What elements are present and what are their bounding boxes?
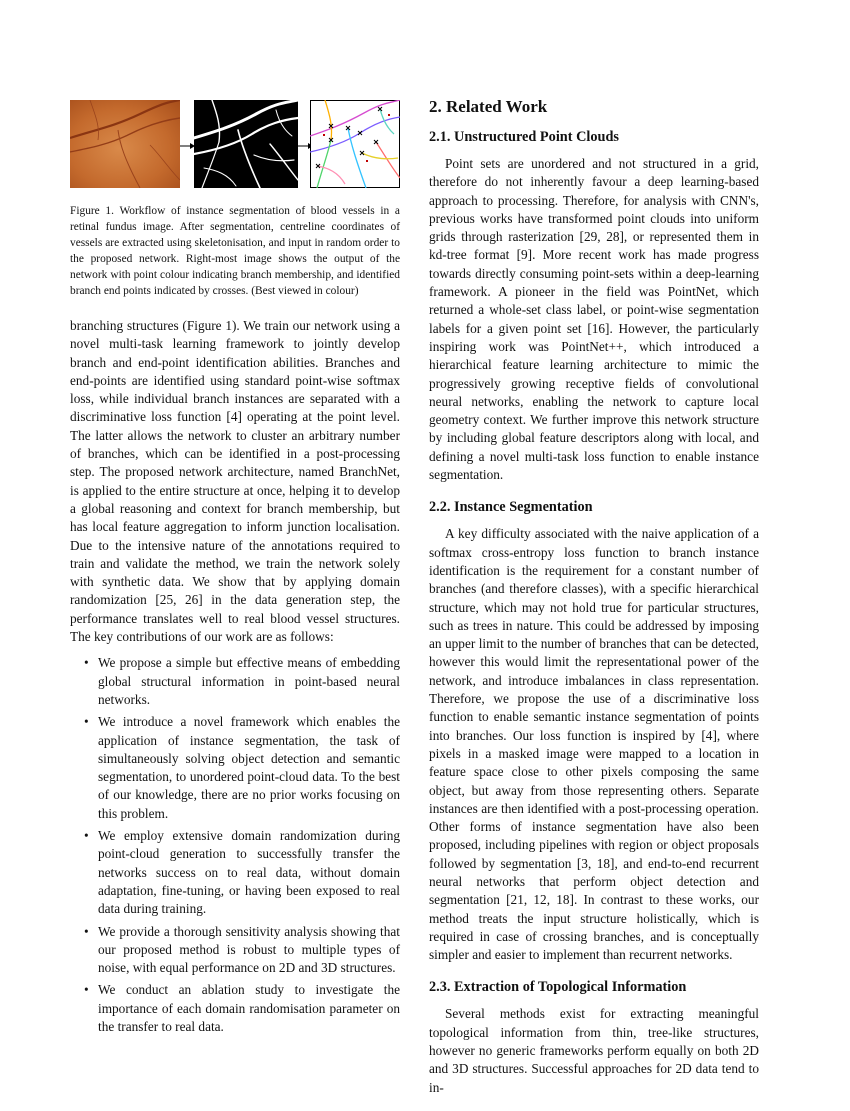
subsection-paragraph: A key difficulty associated with the naive application of a softmax cross-entropy loss function to branch instance identification is the requirement for a constant number of branches (and therefore classes), with a specific hierarchical structure, which may not hold true for particular structures, such as trees in nature. This could be addressed by imposing an upper limit to the number of branches that can be detected, however this would limit the representational power of the network, and introduce imbalances in class representation. Therefore, we propose the use of a discriminative loss function to enable semantic instance segmentation of points into branches. Our loss function is inspired by [4], where pixels in a masked image were mapped to a location in feature space close to other pixels composing the same object, but away from those representing others. Separate instances are then identified with a post-processing operation. Other forms of instance segmentation have also been proposed, including pipelines with region or object proposals followed by segmentation [3, 18], and end-to-end recurrent neural networks that perform object detection and segmentation [21, 12, 18]. In contrast to these works, our method treats the input structure holistically, which is required in case of crossing branches, and is conceptually simpler and easier to implement than recurrent networks. bbox=[429, 526, 759, 963]
list-item bbox=[84, 923, 400, 978]
bullet-icon: • bbox=[84, 923, 89, 939]
subsection-unstructured-point-clouds bbox=[429, 128, 759, 484]
figure-1 bbox=[70, 100, 400, 195]
bullet-icon: • bbox=[84, 655, 89, 671]
subsection-instance-segmentation bbox=[429, 498, 759, 964]
network-output bbox=[310, 100, 400, 188]
right-column bbox=[429, 96, 759, 1111]
list-item-text: We propose a simple but effective means of embedding global structural information in point-based neural networks. bbox=[98, 655, 400, 707]
subsection-paragraph: Point sets are unordered and not structured in a grid, therefore do not inherently favour a deep learning-based approach to processing. Therefore, for analysis with CNN's, previous works have transformed point clouds into uniform grids through rasterization [29, 28], or represented them in kd-tree format [9]. More recent work has made progress towards directly consuming point-sets within a deep-learning framework. A pioneer in the field was PointNet, which returned a whole-set class label, or point-wise segmentation labels for a given point set [16]. However, the particularly inspiring work was PointNet++, which introduced a hierarchical feature learning architecture to mimic the progressively growing receptive fields of convolutional neural networks, enabling the network to capture local geometry context. We further improve this network structure by including global feature descriptors along with local, and defining a novel multi-task loss function to enable instance segmentation. bbox=[429, 156, 759, 483]
figure-caption: Figure 1. Workflow of instance segmentation of blood vessels in a retinal fundus image. After segmentation, centreline coordinates of vessels are extracted using skeletonisation, and input in random order to the proposed network. Right-most image shows the output of the network with point colour indicating branch membership, and identified branch end points indicated by crosses. (Best viewed in colour) bbox=[70, 205, 400, 297]
list-item-text: We employ extensive domain randomization during point-cloud generation to successfully transfer the networks success on to real data, without domain adaptation, fine-tuning, or having been exposed to real data during training. bbox=[98, 828, 400, 917]
list-item-text: We provide a thorough sensitivity analysis showing that our proposed method is robust to multiple types of noise, with equal performance on 2D and 3D structures. bbox=[98, 923, 400, 976]
subsection-title: 2.1. Unstructured Point Clouds bbox=[429, 129, 619, 145]
bullet-icon: • bbox=[84, 714, 89, 730]
subsection-title: 2.2. Instance Segmentation bbox=[429, 499, 593, 516]
section-title: 2. Related Work bbox=[429, 97, 548, 116]
intro-paragraph: branching structures (Figure 1). We train our network using a novel multi-task learning framework to jointly develop branch and end-point identification abilities. Branches and end-points are identified using standard point-wise softmax loss, while individual branch instances are separated with a discriminative loss function [4] operating at the point level. The latter allows the network to cluster an arbitrary number of branches, which can be identified in a post-processing step. The proposed network architecture, named BranchNet, is applied to the entire structure at once, helping it to develop a global reasoning and context for branch membership, but has local feature aggregation to inform junction localisation. Due to the intensive nature of the annotations required to train and validate the method, we train the network solely with synthetic data. We show that by applying domain randomization [25, 26] in the data generation step, the performance translates well to real blood vessel structures. The key contributions of our work are as follows: bbox=[70, 318, 400, 645]
list-item-text: We conduct an ablation study to investigate the importance of each domain randomisation parameter on the transfer to real data. bbox=[98, 982, 400, 1034]
list-item bbox=[84, 827, 400, 918]
subsection-paragraph: Several methods exist for extracting meaningful topological information from thin, tree-like structures, however no generic frameworks perform equally on both 2D and 3D structures. Successful approaches for 2D data tend to in- bbox=[429, 1006, 759, 1095]
left-column bbox=[70, 96, 400, 1040]
subsection-title: 2.3. Extraction of Topological Information bbox=[429, 979, 687, 996]
list-item bbox=[84, 981, 400, 1036]
subsection-topological-information bbox=[429, 978, 759, 1096]
contributions-list bbox=[70, 654, 400, 1036]
list-item-text: We introduce a novel framework which enables the application of instance segmentation, the task of simultaneously solving object detection and semantic segmentation, to unordered point-cloud data. To the best of our knowledge, there are no prior works focusing on this problem. bbox=[98, 714, 400, 821]
list-item bbox=[84, 654, 400, 709]
bullet-icon: • bbox=[84, 828, 89, 844]
fundus-image bbox=[70, 100, 180, 188]
bullet-icon: • bbox=[84, 982, 89, 998]
list-item bbox=[84, 713, 400, 823]
segmentation-mask bbox=[194, 100, 298, 188]
